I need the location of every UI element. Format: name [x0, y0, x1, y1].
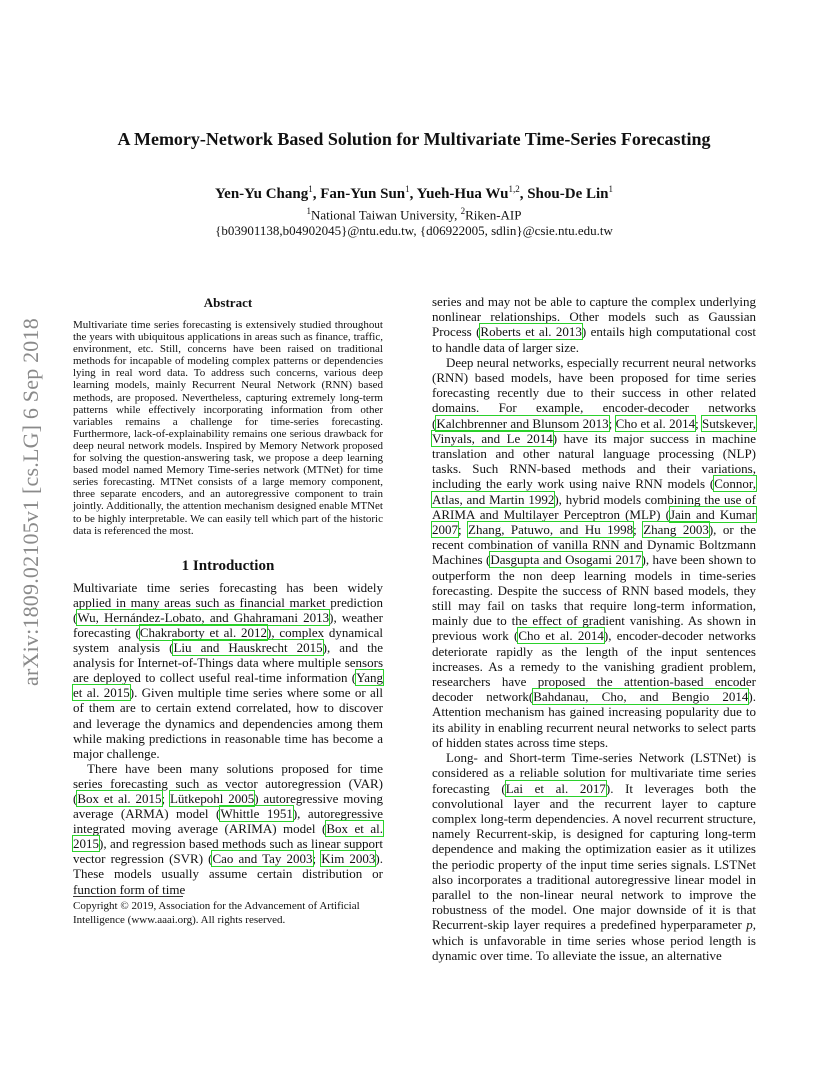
citation-link[interactable]: Box et al. 2015 [77, 791, 162, 806]
author-affil-mark: 1,2 [508, 184, 520, 194]
citation-link[interactable]: Sutskever, Vinyals, and Le 2014 [432, 415, 756, 446]
arxiv-stamp-text: arXiv:1809.02105v1 [cs.LG] 6 Sep 2018 [18, 318, 43, 686]
abstract-heading: Abstract [203, 295, 253, 310]
author-name: Fan-Yun Sun [320, 186, 406, 202]
left-column [73, 295, 383, 897]
email-line: {b03901138,b04902045}@ntu.edu.tw, {d06922005, sdlin}@csie.ntu.edu.tw [215, 223, 613, 239]
affiliations [60, 203, 768, 239]
citation-link[interactable]: Cho et al. 2014 [518, 628, 604, 644]
body-paragraph: Long- and Short-term Time-series Network (LSTNet) is considered as a reliable solution for multivariate time series forecasting (Lai et al. 2017). It leverages both the convolutional layer and the recurrent layer to capture complex long-term dependencies. A novel recurrent structure, namely Recurrent-skip, is designed for capturing long-term dependence and making the optimization easier as it utilizes the periodic property of the input time series signals. LSTNet also incorporates a traditional autoregressive linear model in parallel to the non-linear neural network to improve the robustness of the model. One major downside of it is that Recurrent-skip layer requires a predefined hyperparameter p, which is unfavorable in time series whose period length is dynamic over time. To alleviate the issue, an alternative [432, 750, 756, 963]
citation-link[interactable]: Zhang, Patuwo, and Hu 1998 [468, 522, 634, 538]
abstract-text: Multivariate time series forecasting is extensively studied throughout the years with ubiquitous applications in areas such as finance, traffic, environment, etc. Still, concerns have been raised on traditional methods for incapable of modeling complex patterns or dependencies lying in real word data. To address such concerns, various deep learning models, mainly Recurrent Neural Network (RNN) based methods, are proposed. Nevertheless, capturing extremely long-term patterns while effectively incorporating information from other variables remains a challenge for time-series forecasting. Furthermore, lack-of-explainability remains one serious drawback for deep neural network models. Inspired by Memory Network proposed for solving the question-answering task, we propose a deep learning based model named Memory Time-series network (MTNet) for time series forecasting. MTNet consists of a large memory component, three separate encoders, and an autoregressive component to train jointly. Additionally, the attention mechanism designed enable MTNet to be highly interpretable. We can easily tell which part of the historic data is referenced the most. [73, 319, 383, 537]
citation-link[interactable]: Whittle 1951 [220, 806, 293, 822]
affiliation-line: $^1$National Taiwan University, $^2$Riken-AIP [306, 206, 522, 223]
citation-link[interactable]: Jain and Kumar 2007 [432, 506, 757, 538]
math-variable: p [746, 917, 753, 933]
author-name: Yen-Yu Chang [215, 186, 309, 202]
citation-link[interactable]: Box et al. 2015 [73, 821, 383, 852]
citation-link[interactable]: Zhang 2003 [643, 522, 709, 538]
body-paragraph: Deep neural networks, especially recurrent neural networks (RNN) based models, have been proposed for time series forecasting recently due to their success in other related domains. For example, encoder-decoder networks (Kalchbrenner and Blunsom 2013; Cho et al. 2014; Sutskever, Vinyals, and Le 2014) have its major success in machine translation and other natural language processing (NLP) tasks. Such RNN-based methods and their variations, including the early work using naive RNN models (Connor, Atlas, and Martin 1992), hybrid models combining the use of ARIMA and Multilayer Perceptron (MLP) (Jain and Kumar 2007; Zhang, Patuwo, and Hu 1998; Zhang 2003), or the recent combination of vanilla RNN and Dynamic Boltzmann Machines (Dasgupta and Osogami 2017), have been shown to outperform the non deep learning models in time-series forecasting. Despite the success of RNN based models, they still may fail on tasks that require long-term information, mainly due to the effect of gradient vanishing. As shown in previous work (Cho et al. 2014), encoder-decoder networks deteriorate rapidly as the length of the input sentences increases. As a remedy to the vanishing gradient problem, researchers have proposed the attention-based encoder decoder network(Bahdanau, Cho, and Bengio 2014). Attention mechanism has gained increasing popularity due to its ability in enabling recurrent neural networks to select parts of hidden states across time steps. [432, 354, 757, 750]
citation-link[interactable]: Roberts et al. 2013 [480, 324, 582, 340]
author-affil-mark: 1 [405, 184, 410, 194]
citation-link[interactable]: Dasgupta and Osogami 2017 [490, 552, 642, 568]
citation-link[interactable]: Yang et al. 2015 [73, 670, 383, 701]
citation-link[interactable]: Cao and Tay 2003 [212, 851, 313, 867]
citation-link[interactable]: Wu, Hernández-Lobato, and Ghahramani 2013 [77, 609, 330, 625]
citation-link[interactable]: Bahdanau, Cho, and Bengio 2014 [533, 689, 749, 705]
intro-paragraph-2: There have been many solutions proposed for time series forecasting such as vector autoregression (VAR) (Box et al. 2015; Lütkepohl 2005) autoregressive moving average (ARMA) model (Whittle 1951), autoregressive integrated moving average (ARIMA) model (Box et al. 2015), and regression based methods such as linear support vector regression (SVR) (Cao and Tay 2003; Kim 2003). These models usually assume certain distribution or function form of time [73, 760, 383, 897]
citation-link[interactable]: Kim 2003 [321, 851, 376, 867]
citation-link[interactable]: Kalchbrenner and Blunsom 2013 [436, 415, 609, 431]
citation-link[interactable]: Liu and Hauskrecht 2015 [173, 640, 323, 656]
paper-title: A Memory-Network Based Solution for Multivariate Time-Series Forecasting [117, 129, 711, 149]
citation-link[interactable]: Lütkepohl 2005 [169, 791, 255, 806]
body-paragraph: series and may not be able to capture the complex underlying nonlinear relationships. Other models such as Gaussian Process (Roberts et al. 2013) entails high computational cost to handle data of larger size. [432, 294, 757, 355]
citation-link[interactable]: Chakraborty et al. 2012 [139, 624, 268, 640]
author-list: Yen-Yu Chang$^1$, Fan-Yun Sun$^1$, Yueh-Hua Wu$^{1,2}$, Shou-De Lin$^1$ [215, 184, 613, 202]
footnote-divider [73, 896, 183, 897]
citation-link[interactable]: Connor, Atlas, and Martin 1992 [432, 476, 756, 507]
author-name: Shou-De Lin [527, 186, 609, 202]
author-affil-mark: 1 [308, 184, 313, 194]
author-affil-mark: 1 [608, 184, 613, 194]
copyright-footnote: Copyright © 2019, Association for the Advancement of Artificial Intelligence (www.aaai.org). All rights reserved. [73, 900, 360, 926]
author-name: Yueh-Hua Wu [416, 186, 509, 202]
introduction-heading: 1 Introduction [181, 557, 275, 574]
citation-link[interactable]: Lai et al. 2017 [505, 780, 606, 796]
right-column [432, 294, 756, 963]
citation-link[interactable]: Cho et al. 2014 [615, 415, 696, 431]
intro-paragraph-1: Multivariate time series forecasting has been widely applied in many areas such as financial market prediction (Wu, Hernández-Lobato, and Ghahramani 2013), weather forecasting (Chakraborty et al. 2012), complex dynamical system analysis (Liu and Hauskrecht 2015), and the analysis for Internet-of-Things data where multiple sensors are deployed to collect useful real-time information (Yang et al. 2015). Given multiple time series where some or all of them are to certain extend correlated, how to discover and leverage the dynamics and dependencies among them while making predictions in reasonable time has become a major challenge. [73, 579, 384, 761]
